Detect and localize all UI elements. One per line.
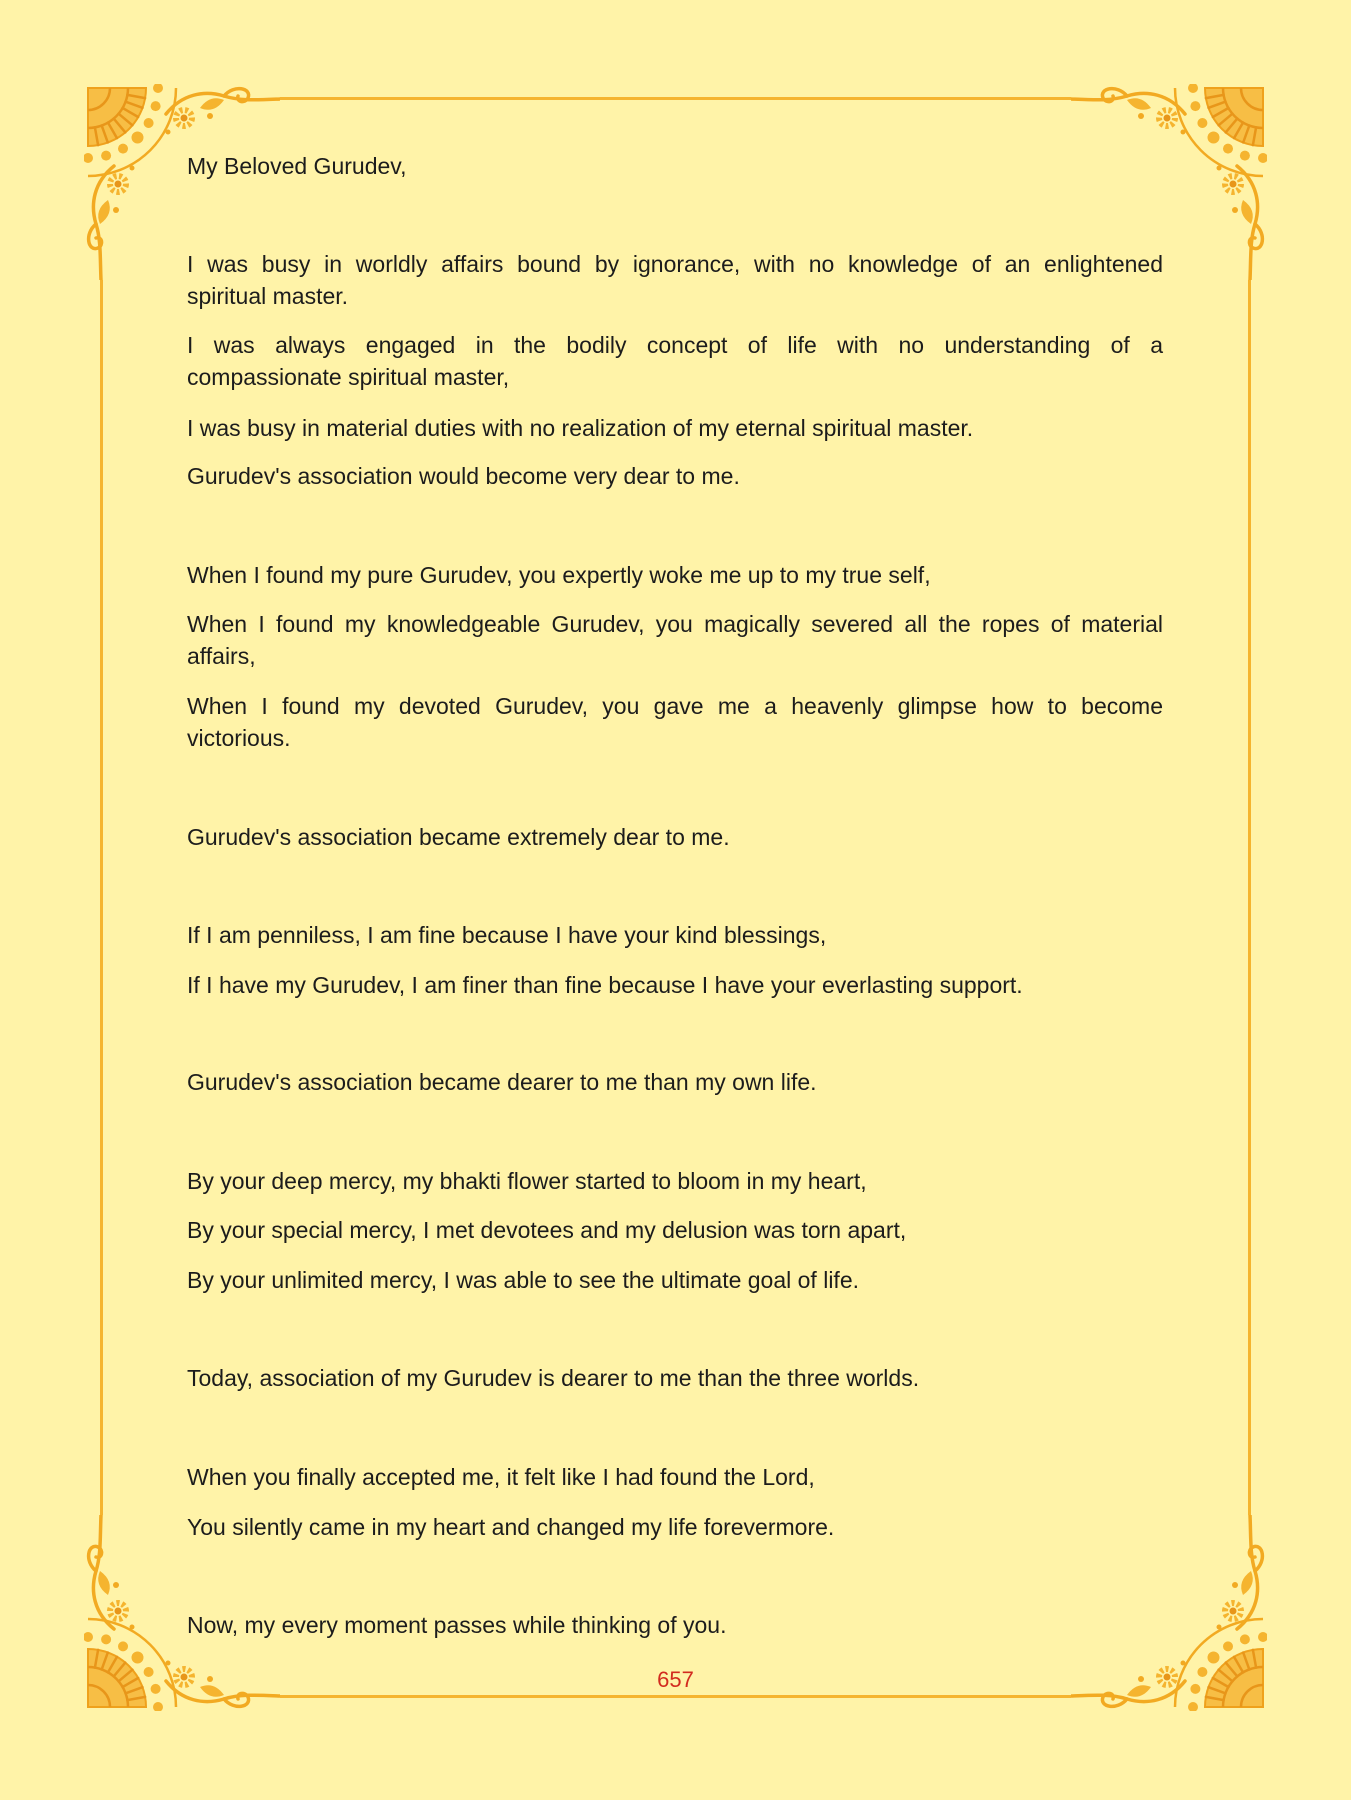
paragraph <box>187 1362 1163 1394</box>
paragraph <box>187 1264 1163 1296</box>
text-line: If I have my Gurudev, I am finer than fine because I have your everlasting support. <box>187 972 1023 998</box>
paragraph <box>187 248 1163 312</box>
text-line: Today, association of my Gurudev is dearer to me than the three worlds. <box>187 1365 920 1391</box>
text-line: When I found my knowledgeable Gurudev, you magically severed all the ropes of material <box>187 611 1163 637</box>
paragraph <box>187 559 1163 591</box>
text-line: When I found my pure Gurudev, you expertly woke me up to my true self, <box>187 562 931 588</box>
paragraph <box>187 919 1163 951</box>
text-line: When you finally accepted me, it felt like I had found the Lord, <box>187 1464 815 1490</box>
text-line: By your special mercy, I met devotees and my delusion was torn apart, <box>187 1217 907 1243</box>
paragraph <box>187 460 1163 492</box>
text-line: You silently came in my heart and changed my life forevermore. <box>187 1514 835 1540</box>
paragraph <box>187 1165 1163 1197</box>
paragraph <box>187 821 1163 853</box>
text-line: Gurudev's association became dearer to me than my own life. <box>187 1069 817 1095</box>
paragraph <box>187 1214 1163 1246</box>
text-line: I was always engaged in the bodily concept of life with no understanding of a <box>187 332 1163 358</box>
border-line-bottom <box>280 1695 1071 1698</box>
text-line: Gurudev's association would become very dear to me. <box>187 463 740 489</box>
text-line: spiritual master. <box>187 283 349 309</box>
border-line-top <box>280 97 1071 100</box>
text-line: I was busy in material duties with no realization of my eternal spiritual master. <box>187 415 974 441</box>
text-line: Gurudev's association became extremely dear to me. <box>187 824 730 850</box>
paragraph <box>187 1511 1163 1543</box>
salutation: My Beloved Gurudev, <box>187 153 407 179</box>
text-line: affairs, <box>187 643 256 669</box>
paragraph <box>187 412 1163 444</box>
border-line-left <box>100 280 103 1515</box>
text-line: victorious. <box>187 725 291 751</box>
paragraph <box>187 1461 1163 1493</box>
text-line: When I found my devoted Gurudev, you gave me a heavenly glimpse how to become <box>187 693 1163 719</box>
paragraph <box>187 1066 1163 1098</box>
text-line: Now, my every moment passes while thinking of you. <box>187 1612 727 1638</box>
paragraph <box>187 969 1163 1001</box>
paragraph <box>187 690 1163 754</box>
text-line: compassionate spiritual master, <box>187 364 510 390</box>
paragraph <box>187 329 1163 393</box>
text-line: By your unlimited mercy, I was able to see the ultimate goal of life. <box>187 1267 859 1293</box>
text-line: If I am penniless, I am fine because I have your kind blessings, <box>187 922 827 948</box>
paragraph <box>187 1609 1163 1641</box>
text-line: I was busy in worldly affairs bound by ignorance, with no knowledge of an enlightened <box>187 251 1163 277</box>
border-line-right <box>1248 280 1251 1515</box>
paragraph <box>187 608 1163 672</box>
text-line: By your deep mercy, my bhakti flower started to bloom in my heart, <box>187 1168 867 1194</box>
page-number: 657 <box>657 1667 694 1692</box>
